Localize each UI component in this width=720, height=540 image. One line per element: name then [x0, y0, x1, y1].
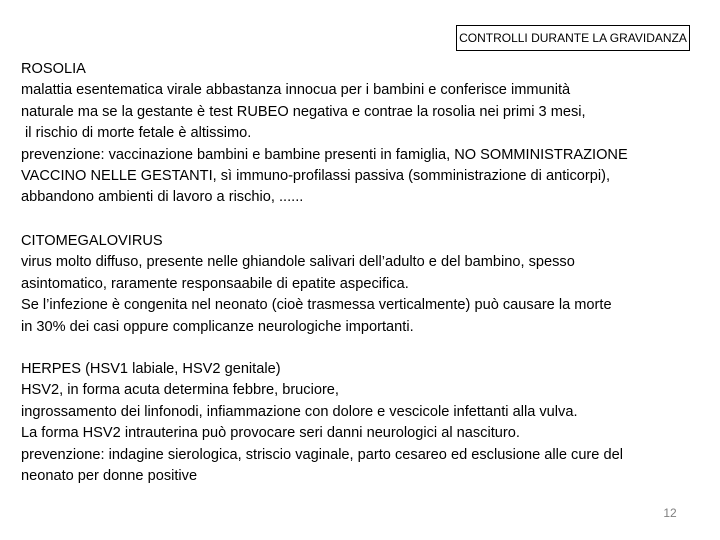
slide-title: CONTROLLI DURANTE LA GRAVIDANZA — [456, 25, 690, 51]
section-citomegalovirus — [21, 231, 711, 338]
text-line: VACCINO NELLE GESTANTI, sì immuno-profilassi passiva (somministrazione di anticorpi), — [21, 168, 611, 185]
section-heading: CITOMEGALOVIRUS — [21, 233, 163, 249]
text-line: asintomatico, raramente responsaabile di epatite aspecifica. — [21, 275, 409, 292]
text-line: Se l’infezione è congenita nel neonato (cioè trasmessa verticalmente) può causare la morte — [21, 297, 612, 314]
text-line: HSV2, in forma acuta determina febbre, bruciore, — [21, 382, 339, 399]
text-line: prevenzione: vaccinazione bambini e bambine presenti in famiglia, NO SOMMINISTRAZIONE — [21, 146, 628, 163]
text-line: naturale ma se la gestante è test RUBEO negativa e contrae la rosolia nei primi 3 mesi, — [21, 103, 586, 120]
text-line: prevenzione: indagine sierologica, striscio vaginale, parto cesareo ed esclusione alle cure del — [21, 446, 623, 463]
text-line: La forma HSV2 intrauterina può provocare seri danni neurologici al nascituro. — [21, 425, 520, 442]
text-line: abbandono ambienti di lavoro a rischio, ...... — [21, 189, 304, 206]
text-line: virus molto diffuso, presente nelle ghiandole salivari dell’adulto e del bambino, spesso — [21, 254, 575, 271]
section-heading: HERPES (HSV1 labiale, HSV2 genitale) — [21, 361, 281, 377]
text-line: ingrossamento dei linfonodi, infiammazione con dolore e vescicole infettanti alla vulva. — [21, 403, 578, 420]
page-number: 12 — [663, 506, 677, 520]
section-rosolia — [21, 59, 711, 209]
text-line: il rischio di morte fetale è altissimo. — [21, 125, 252, 142]
text-line: neonato per donne positive — [21, 468, 198, 485]
text-line: malattia esentematica virale abbastanza innocua per i bambini e conferisce immunità — [21, 82, 571, 99]
text-line: in 30% dei casi oppure complicanze neurologiche importanti. — [21, 318, 414, 335]
section-heading: ROSOLIA — [21, 61, 86, 77]
section-herpes — [21, 359, 711, 487]
